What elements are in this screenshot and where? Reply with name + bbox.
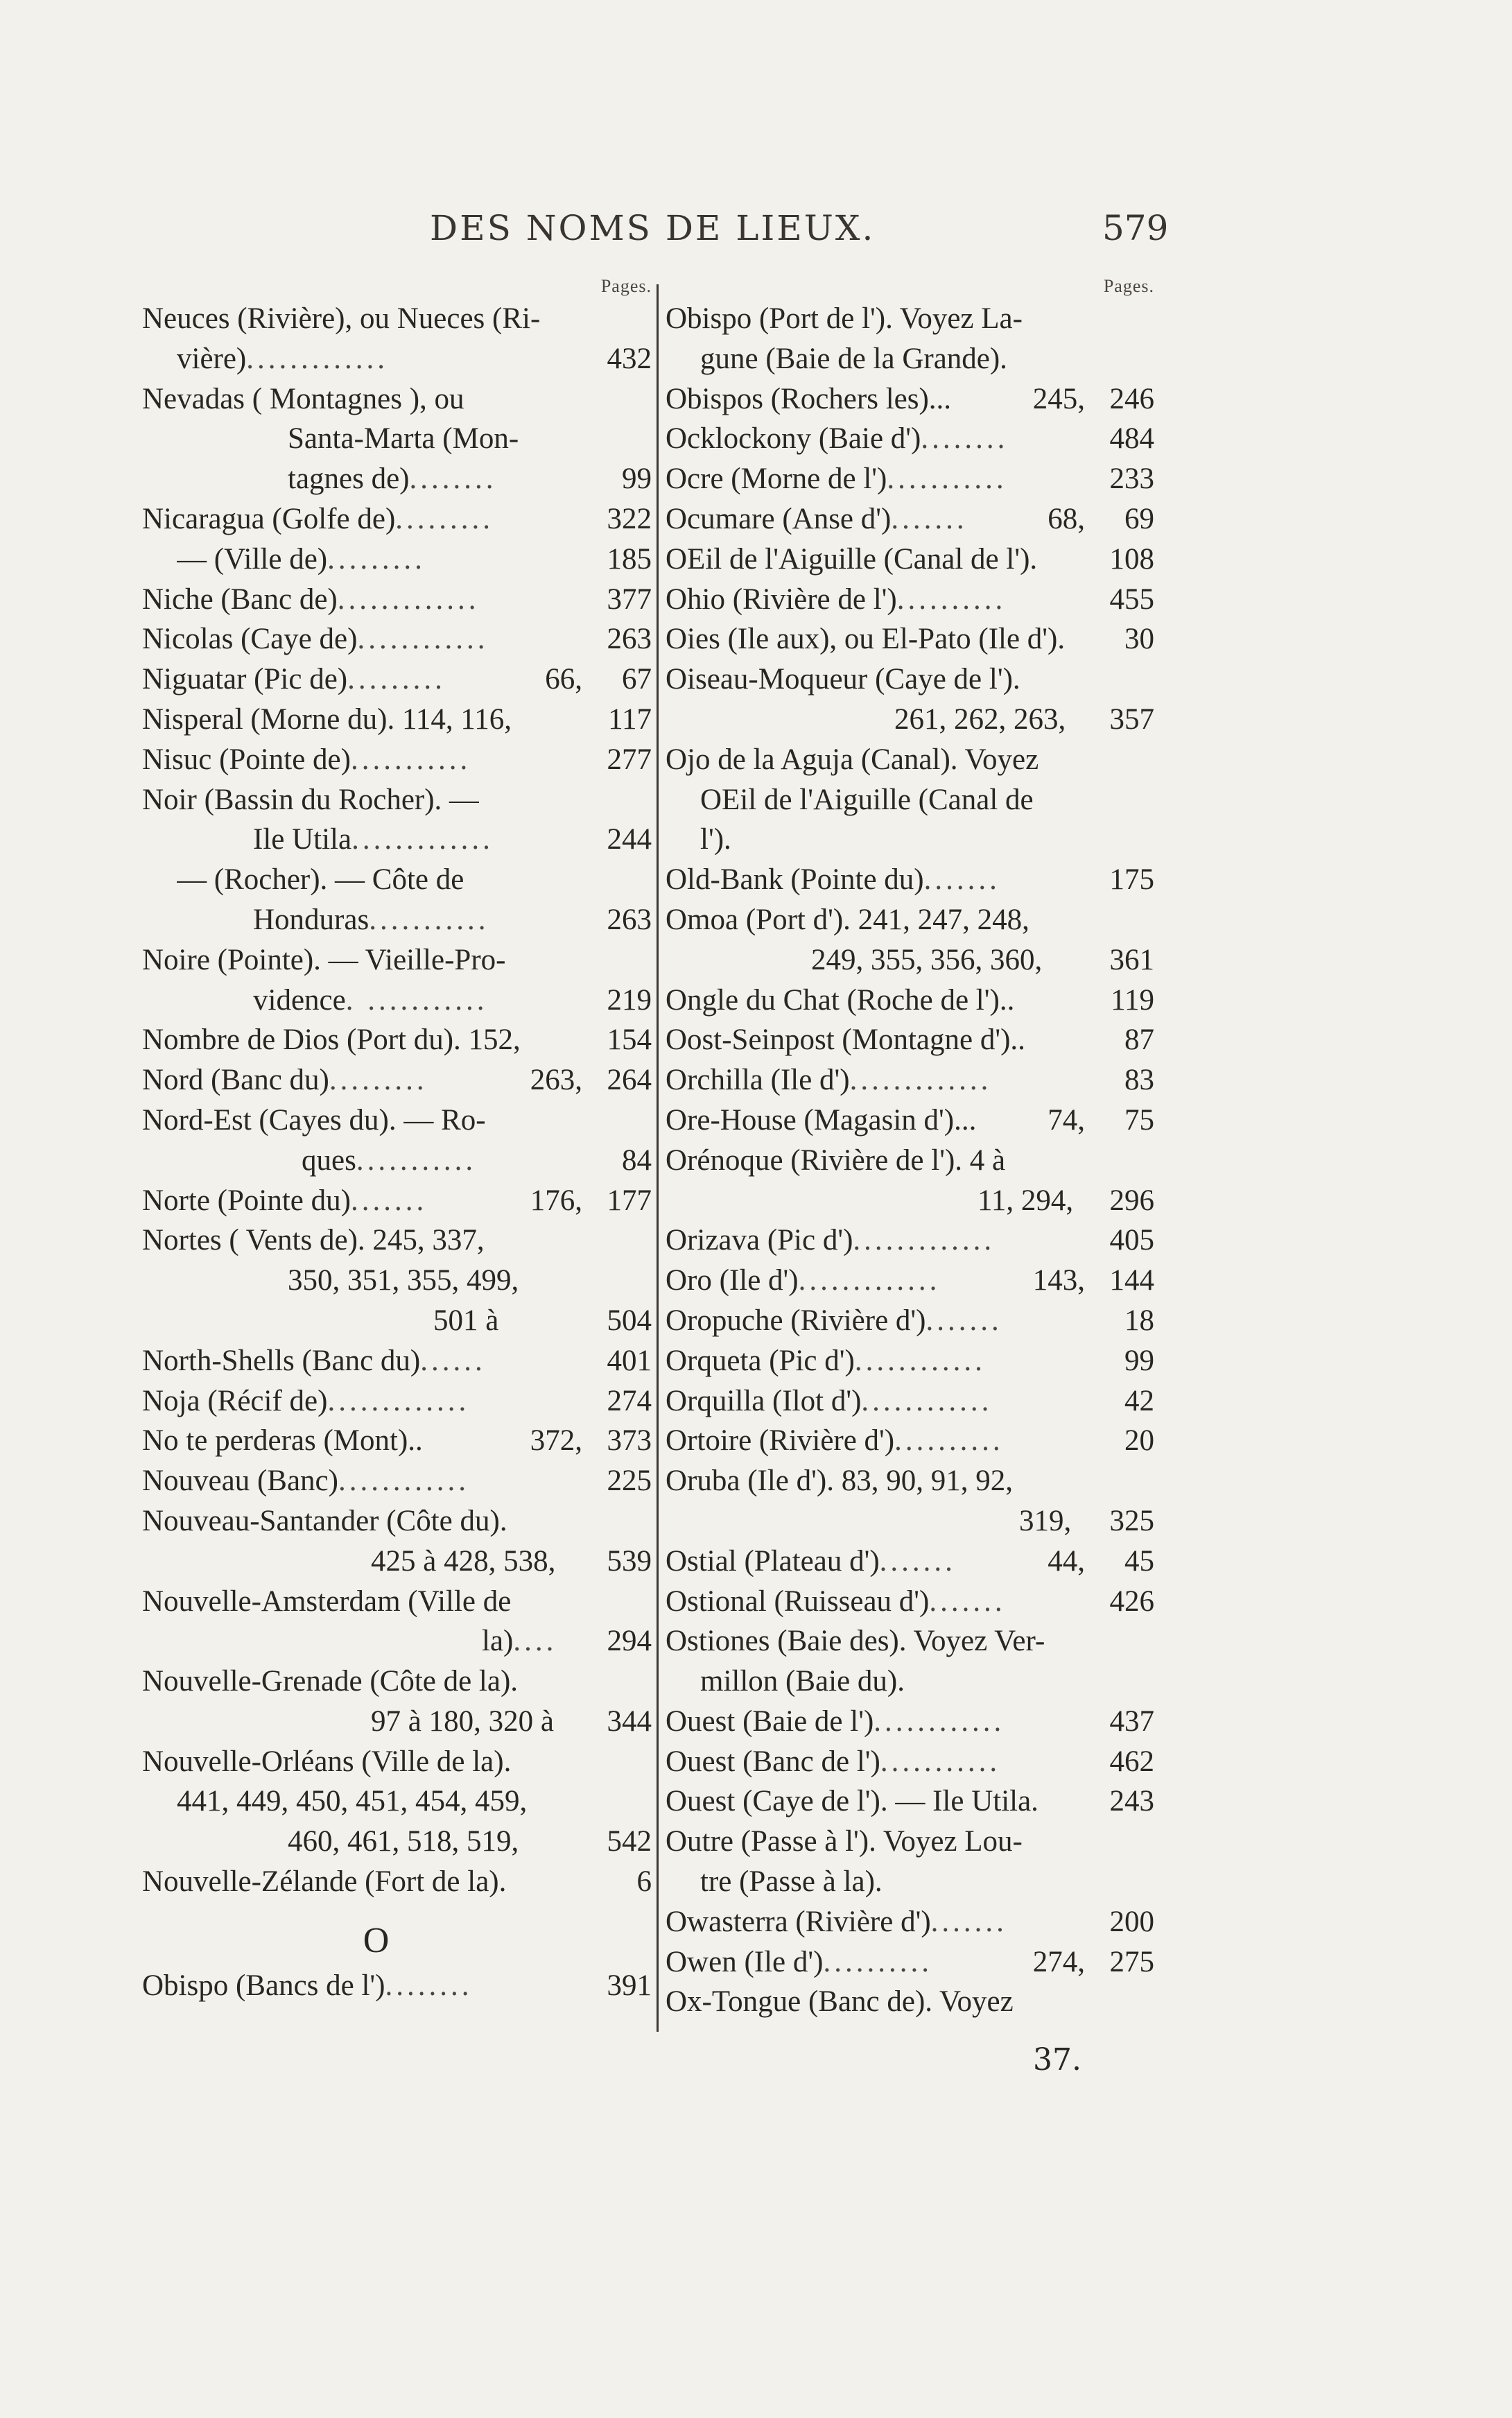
entry-leader: ............. [849,1064,992,1097]
index-entry [142,900,652,940]
entry-page: 294 [607,1625,652,1658]
entry-text: Ocklockony (Baie d') [666,422,921,456]
entry-page: 83 [1124,1064,1154,1097]
entry-page-first: 66, [545,663,582,696]
entry-page: 6 [636,1865,652,1899]
entry-text: Obispos (Rochers les)... [666,382,952,415]
entry-page: 154 [607,1024,652,1057]
entry-text: Orchilla (Ile d') [666,1064,850,1097]
index-entry [142,1542,652,1582]
entry-text: Old-Bank (Pointe du) [666,863,924,897]
index-entry [666,619,1154,659]
entry-text: Nouvelle-Orléans (Ville de la). [142,1745,512,1778]
entry-leader: . ........... [345,983,488,1017]
entry-text: Ile Utila [253,823,352,856]
entry-leader: ......... [395,502,494,535]
entry-page: 200 [1109,1905,1154,1938]
entry-page: 391 [607,1969,652,2002]
index-entry [142,659,652,700]
index-entry [142,1862,652,1902]
entry-text: Nortes ( Vents de). 245, 337, [142,1224,485,1257]
index-entry [142,1381,652,1422]
entry-text: Noja (Récif de) [142,1384,328,1417]
entry-text: 319, [1019,1504,1072,1537]
entry-page: 99 [1124,1344,1154,1377]
index-entry [666,1141,1154,1181]
entry-page: 42 [1124,1384,1154,1417]
index-entry [666,1341,1154,1381]
entry-leader: ........... [880,1745,1001,1778]
entry-leader: ............ [854,1344,986,1377]
entry-text: Owasterra (Rivière d') [666,1905,931,1938]
entry-page: 277 [607,743,652,776]
right-entries [666,299,1154,2022]
index-entry [142,1822,652,1862]
entry-page: 264 [607,1064,652,1097]
entry-leader: ........ [385,1969,473,2002]
index-entry [666,419,1154,459]
entry-page: 455 [1109,582,1154,616]
index-entry [142,740,652,780]
entry-page: 117 [608,702,652,736]
entry-leader: ......... [347,663,446,696]
index-entry [142,1461,652,1501]
entry-leader: ....... [879,1544,956,1578]
index-entry [142,1261,652,1301]
index-entry [142,1421,652,1461]
entry-leader: ...... [420,1344,486,1377]
index-entry [666,339,1154,379]
index-entry [666,1381,1154,1422]
entry-text: 425 à 428, 538, [371,1544,556,1578]
entry-page: 263 [607,903,652,936]
entry-page: 296 [1109,1184,1154,1217]
index-entry [142,700,652,740]
index-entry [142,1702,652,1742]
entry-page: 18 [1124,1304,1154,1337]
index-entry [142,1181,652,1221]
entry-page: 484 [1109,422,1154,456]
entry-page: 185 [607,542,652,576]
entry-page: 263 [607,623,652,656]
entry-page-first: 176, [530,1184,582,1217]
entry-text: Oropuche (Rivière d') [666,1304,926,1337]
index-entry [666,1020,1154,1060]
entry-text: Obispo (Bancs de l') [142,1969,385,2002]
entry-text: Oost-Seinpost (Montagne d').. [666,1024,1025,1057]
index-entry [666,1862,1154,1902]
entry-leader: ............. [351,823,494,856]
entry-page-first: 143, [1032,1264,1085,1297]
entry-text: No te perderas (Mont).. [142,1424,423,1458]
entry-page: 244 [607,823,652,856]
entry-leader: ........ [409,463,497,496]
entry-leader: ......... [327,542,426,576]
entry-page: 45 [1124,1544,1154,1578]
entry-text: Ortoire (Rivière d') [666,1424,895,1458]
index-entry [666,1181,1154,1221]
index-entry [666,780,1154,820]
entry-page: 504 [607,1304,652,1337]
index-entry [666,1100,1154,1141]
index-entry [142,339,652,379]
entry-text: vidence [253,983,346,1017]
index-entry [666,1822,1154,1862]
entry-text: Norte (Pointe du) [142,1184,351,1217]
entry-text: Niguatar (Pic de) [142,663,348,696]
index-entry [666,539,1154,580]
entry-page: 233 [1109,463,1154,496]
index-entry [142,1301,652,1341]
entry-text: Neuces (Rivière), ou Nueces (Ri- [142,302,541,335]
running-head: DES NOMS DE LIEUX. [430,208,876,248]
entry-page: 361 [1109,943,1154,976]
pages-label-right: Pages. [1103,276,1154,296]
entry-text: Oies (Ile aux), ou El-Pato (Ile d'). [666,623,1066,656]
index-entry [142,379,652,420]
entry-leader: ............. [798,1264,941,1297]
entry-text: Nicolas (Caye de) [142,623,358,656]
entry-text: Noire (Pointe). — Vieille-Pro- [142,943,506,976]
entry-text: Orquilla (Ilot d') [666,1384,862,1417]
entry-text: gune (Baie de la Grande). [700,342,1007,375]
entry-page: 357 [1109,702,1154,736]
index-entry [142,1661,652,1702]
entry-text: Nouvelle-Zélande (Fort de la). [142,1865,507,1899]
index-entry [666,1942,1154,1983]
index-entry [142,499,652,539]
entry-text: vière) [177,342,247,375]
entry-text: Orizava (Pic d') [666,1224,853,1257]
entry-text: Ore-House (Magasin d')... [666,1103,977,1137]
entry-text: Ouest (Banc de l') [666,1745,880,1778]
entry-page: 275 [1109,1945,1154,1978]
entry-leader: ....... [891,502,968,535]
entry-text: 11, 294, [977,1184,1074,1217]
entry-page: 432 [607,342,652,375]
entry-leader: ........... [356,1143,477,1177]
entry-leader: ........ [921,422,1009,456]
entry-leader: .......... [896,582,1007,616]
entry-leader: ....... [923,863,1000,897]
index-entry [142,780,652,820]
entry-text: Santa-Marta (Mon- [288,422,519,456]
entry-leader: ............. [853,1224,996,1257]
entry-text: tre (Passe à la). [700,1865,883,1899]
entry-leader: ............ [338,1465,469,1498]
index-entry [666,981,1154,1021]
entry-page: 377 [607,582,652,616]
index-entry [142,1781,652,1822]
entry-text: Nevadas ( Montagnes ), ou [142,382,464,415]
entry-text: Ojo de la Aguja (Canal). Voyez [666,743,1039,776]
entry-text: Ongle du Chat (Roche de l').. [666,983,1015,1017]
column-divider [657,284,659,2032]
index-entry [666,1582,1154,1622]
index-entry [142,299,652,339]
index-entry [142,1020,652,1060]
entry-text: Ox-Tongue (Banc de). Voyez [666,1985,1014,2019]
index-entry [666,900,1154,940]
entry-text: tagnes de) [288,463,410,496]
entry-text: Ostiones (Baie des). Voyez Ver- [666,1625,1045,1658]
index-entry [666,1301,1154,1341]
entry-leader: ....... [350,1184,428,1217]
index-entry [666,820,1154,860]
entry-leader: ....... [929,1584,1006,1618]
index-entry [666,459,1154,499]
entry-text: Outre (Passe à l'). Voyez Lou- [666,1825,1023,1858]
index-entry [142,619,652,659]
index-entry [142,1220,652,1261]
entry-text: Nord-Est (Cayes du). — Ro- [142,1103,486,1137]
entry-leader: ........... [369,903,489,936]
index-entry [666,940,1154,981]
entry-page: 108 [1109,542,1154,576]
entry-text: Ocumare (Anse d') [666,502,892,535]
index-entry [666,299,1154,339]
entry-text: Ostional (Ruisseau d') [666,1584,930,1618]
index-entry [666,1421,1154,1461]
index-entry [142,1100,652,1141]
entry-page: 344 [607,1704,652,1738]
entry-text: Nombre de Dios (Port du). 152, [142,1024,521,1057]
entry-text: 249, 355, 356, 360, [811,943,1043,976]
entry-page-first: 245, [1032,382,1085,415]
index-entry [142,1621,652,1661]
entry-page: 99 [622,463,652,496]
entry-page-first: 274, [1032,1945,1085,1978]
entry-text: 460, 461, 518, 519, [288,1825,519,1858]
entry-page: 542 [607,1825,652,1858]
entry-text: Ocre (Morne de l') [666,463,887,496]
entry-text: — (Ville de) [177,542,328,576]
entry-text: Nisperal (Morne du). 114, 116, [142,702,512,736]
entry-page: 322 [607,502,652,535]
entry-text: 501 à [433,1304,499,1337]
index-entry [666,1461,1154,1501]
index-entry [142,1341,652,1381]
entry-text: Ohio (Rivière de l') [666,582,897,616]
entry-text: Nouvelle-Grenade (Côte de la). [142,1665,519,1698]
index-entry [142,940,652,981]
entry-page: 426 [1109,1584,1154,1618]
index-entry [142,981,652,1021]
entry-leader: ............ [861,1384,993,1417]
entry-page: 87 [1124,1024,1154,1057]
entry-text: Orénoque (Rivière de l'). 4 à [666,1143,1006,1177]
entry-page: 20 [1124,1424,1154,1458]
entry-page-first: 44, [1048,1544,1085,1578]
entry-text: North-Shells (Banc du) [142,1344,421,1377]
entry-text: OEil de l'Aiguille (Canal de l'). [666,542,1038,576]
index-entry [142,1966,652,2006]
index-entry [666,580,1154,620]
entry-text: Nicaragua (Golfe de) [142,502,396,535]
index-entry [666,1542,1154,1582]
entry-page: 246 [1109,382,1154,415]
entry-text: 261, 262, 263, [894,702,1066,736]
entry-page: 243 [1109,1785,1154,1818]
entry-text: ques [302,1143,356,1177]
entry-page: 175 [1109,863,1154,897]
entry-page: 274 [607,1384,652,1417]
index-entry [142,1141,652,1181]
entry-page: 373 [607,1424,652,1458]
entry-page-first: 68, [1048,502,1085,535]
entry-text: Nouvelle-Amsterdam (Ville de [142,1584,512,1618]
index-entry [666,1742,1154,1782]
entry-page: 325 [1109,1504,1154,1537]
entry-page: 401 [607,1344,652,1377]
index-entry [142,539,652,580]
index-entry [142,1742,652,1782]
index-entry [142,1501,652,1542]
index-column-right [666,274,1154,2022]
entry-text: Nord (Banc du) [142,1064,329,1097]
index-entry [142,820,652,860]
entry-text: Omoa (Port d'). 241, 247, 248, [666,903,1029,936]
entry-text: Ouest (Caye de l'). — Ile Utila. [666,1785,1039,1818]
index-entry [142,860,652,900]
index-entry [666,860,1154,900]
entry-page: 177 [607,1184,652,1217]
entry-page: 539 [607,1544,652,1578]
index-entry [142,459,652,499]
entry-text: l'). [700,823,731,856]
index-entry [142,1582,652,1622]
entry-text: Oiseau-Moqueur (Caye de l'). [666,663,1020,696]
entry-page: 219 [607,983,652,1017]
entry-leader: ............ [874,1704,1005,1738]
entry-leader: ......... [329,1064,428,1097]
index-entry [666,1220,1154,1261]
index-entry [666,1982,1154,2022]
signature-mark: 37. [1033,2042,1081,2078]
entry-text: 441, 449, 450, 451, 454, 459, [177,1785,528,1818]
entry-page-first: 372, [530,1424,582,1458]
index-entry [666,740,1154,780]
entry-page: 69 [1124,502,1154,535]
entry-text: — (Rocher). — Côte de [177,863,464,897]
entry-page: 30 [1124,623,1154,656]
index-entry [666,1702,1154,1742]
entry-leader: ....... [930,1905,1007,1938]
index-entry [666,1621,1154,1661]
page-number: 579 [1102,208,1169,248]
entry-page: 119 [1111,983,1154,1017]
index-entry [666,1781,1154,1822]
entry-leader: ............ [357,623,489,656]
pages-label-left: Pages. [600,276,652,296]
entry-page: 67 [622,663,652,696]
index-entry [666,1261,1154,1301]
entry-text: Oruba (Ile d'). 83, 90, 91, 92, [666,1465,1013,1498]
entry-text: Owen (Ile d') [666,1945,824,1978]
entry-page: 75 [1124,1103,1154,1137]
entry-text: la) [482,1625,514,1658]
entry-text: Honduras [253,903,370,936]
entry-leader: ....... [926,1304,1002,1337]
entry-text: 350, 351, 355, 499, [288,1264,519,1297]
entry-page: 437 [1109,1704,1154,1738]
index-entry [666,1501,1154,1542]
index-entry [666,1060,1154,1100]
entry-text: Oro (Ile d') [666,1264,799,1297]
index-entry [666,1661,1154,1702]
entry-text: Ouest (Baie de l') [666,1704,874,1738]
section-letter: O [363,1920,390,1960]
left-entries [142,299,652,1902]
entry-page: 462 [1109,1745,1154,1778]
entry-text: Noir (Bassin du Rocher). — [142,783,480,816]
index-column-left [142,274,652,2006]
entry-leader: .......... [894,1424,1004,1458]
index-entry [666,1902,1154,1942]
entry-leader: ............. [327,1384,470,1417]
entry-leader: .......... [823,1945,932,1978]
entry-page: 144 [1109,1264,1154,1297]
entry-leader: ........... [887,463,1007,496]
entry-page: 84 [622,1143,652,1177]
index-entry [142,580,652,620]
entry-page-first: 263, [530,1064,582,1097]
index-entry [666,659,1154,700]
entry-text: 97 à 180, 320 à [371,1704,554,1738]
entry-text: Obispo (Port de l'). Voyez La- [666,302,1023,335]
index-entry [142,1060,652,1100]
entry-text: millon (Baie du). [700,1665,905,1698]
entry-leader: ............. [246,342,389,375]
entry-text: Nouveau (Banc) [142,1465,338,1498]
index-entry [142,419,652,459]
entry-text: Nisuc (Pointe de) [142,743,351,776]
entry-text: Nouveau-Santander (Côte du). [142,1504,507,1537]
entry-page-first: 74, [1048,1103,1085,1137]
entry-text: Orqueta (Pic d') [666,1344,855,1377]
entry-leader: ............. [337,582,480,616]
entry-text: Ostial (Plateau d') [666,1544,880,1578]
index-entry [666,499,1154,539]
entry-text: OEil de l'Aiguille (Canal de [700,783,1034,816]
entry-text: Niche (Banc de) [142,582,338,616]
entry-leader: .... [513,1625,557,1658]
entry-page: 225 [607,1465,652,1498]
entry-page: 405 [1109,1224,1154,1257]
entry-leader: ........... [350,743,471,776]
index-entry [666,379,1154,420]
index-entry [666,700,1154,740]
